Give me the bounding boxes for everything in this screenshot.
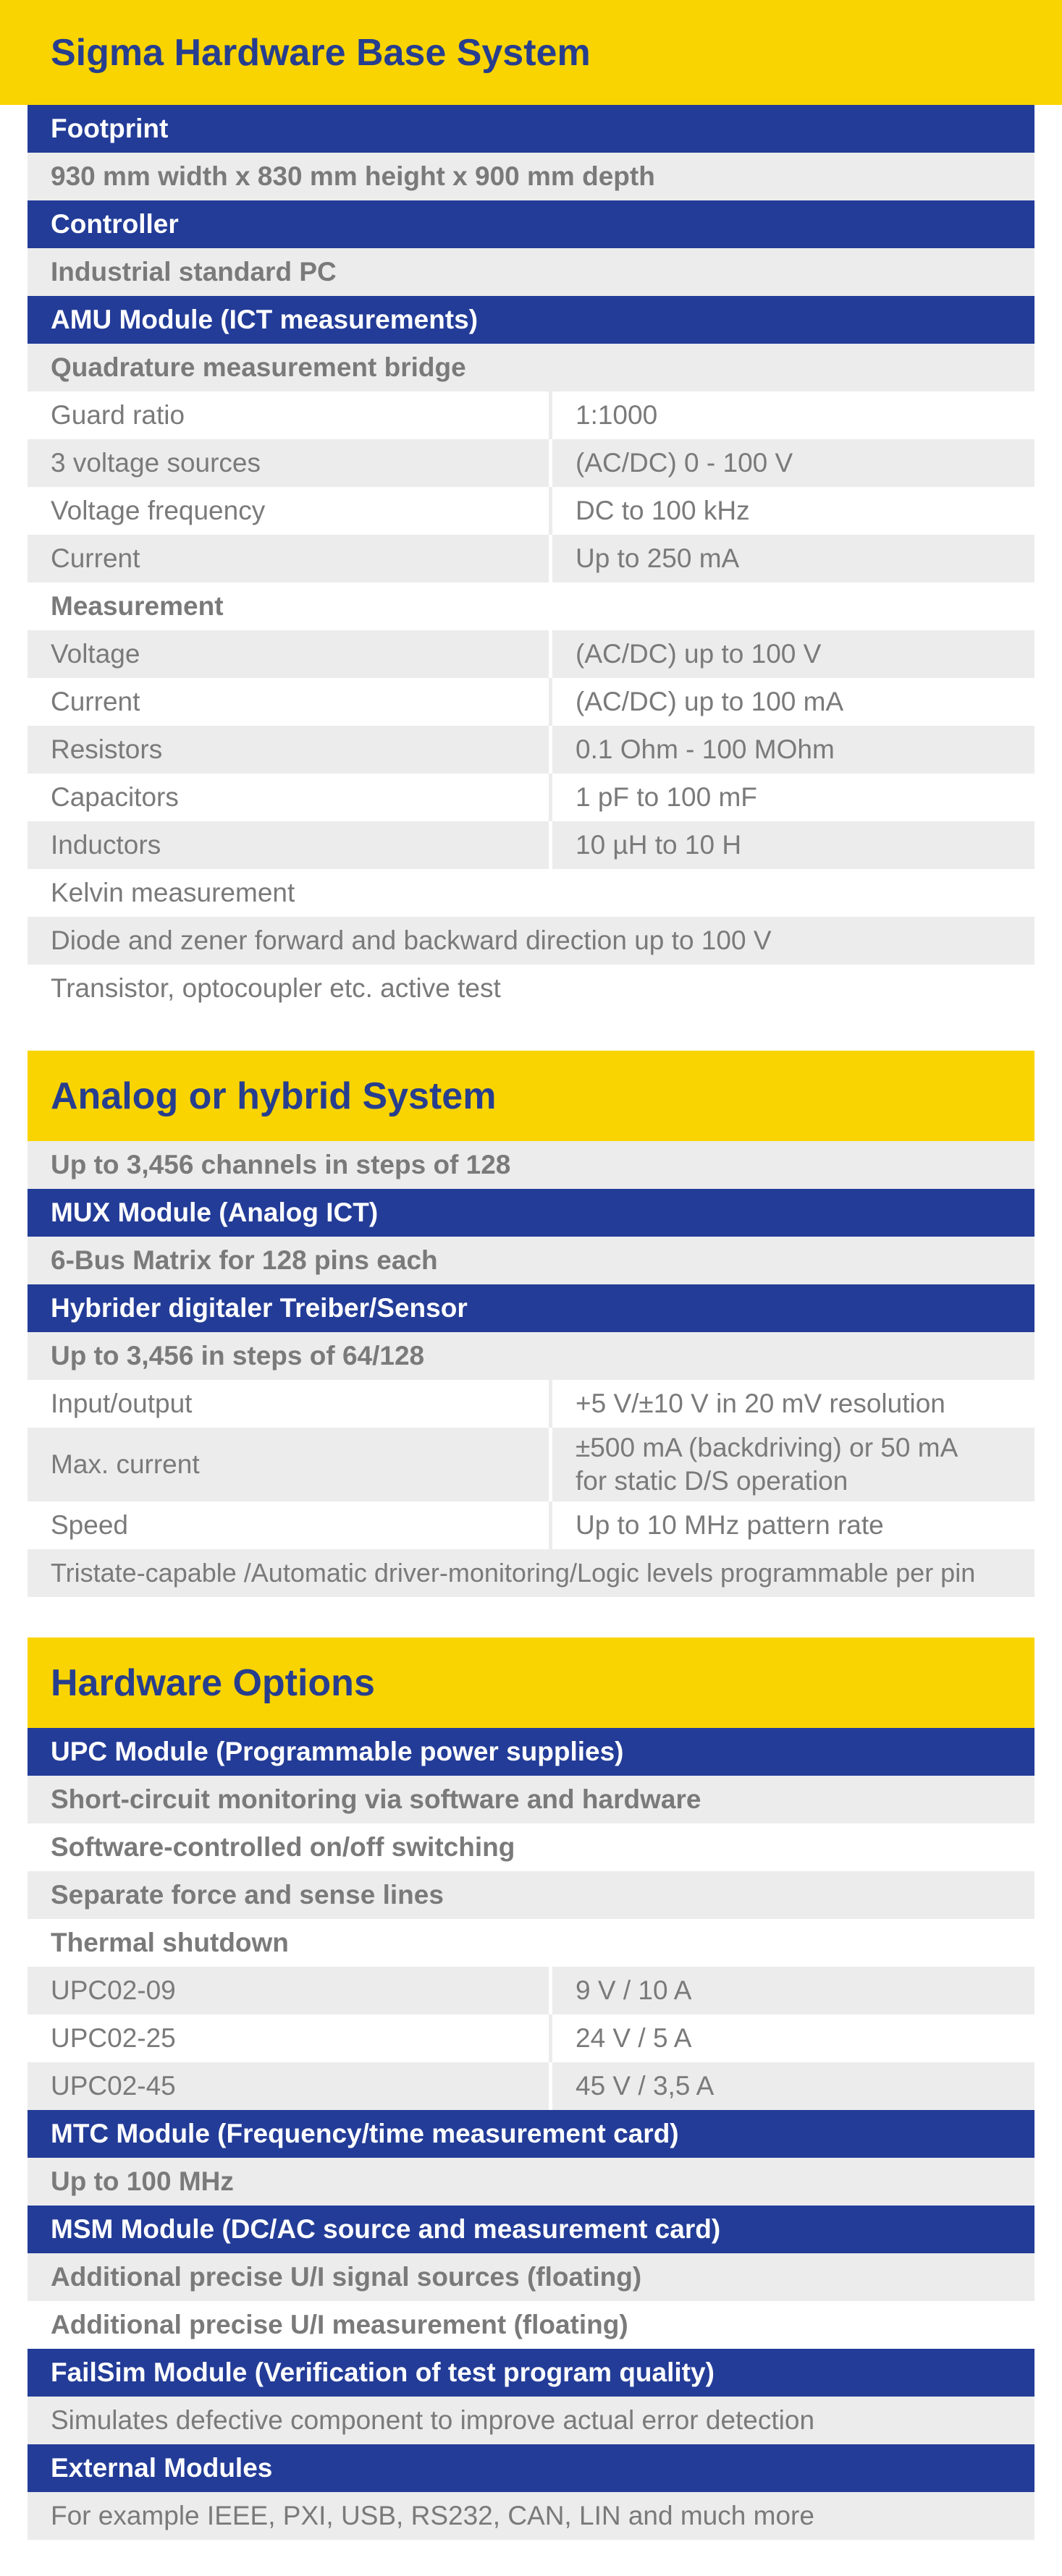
base-system-section <box>28 105 1034 1012</box>
upc-module-header: UPC Module (Programmable power supplies) <box>28 1728 1034 1776</box>
upc-feature: Thermal shutdown <box>28 1919 1034 1967</box>
analog-system-section <box>28 1051 1034 1597</box>
spec-label: Current <box>28 535 549 582</box>
analog-system-title: Analog or hybrid System <box>28 1051 1034 1141</box>
spec-value: (AC/DC) 0 - 100 V <box>549 439 1034 487</box>
failsim-module-header: FailSim Module (Verification of test program quality) <box>28 2349 1034 2397</box>
tristate-row: Tristate-capable /Automatic driver-monitoring/Logic levels programmable per pin <box>28 1549 1034 1597</box>
hybrid-value: Up to 3,456 in steps of 64/128 <box>28 1332 1034 1380</box>
controller-header: Controller <box>28 200 1034 248</box>
spec-row <box>28 391 1034 439</box>
controller-value: Industrial standard PC <box>28 248 1034 296</box>
spec-value-line: ±500 mA (backdriving) or 50 mA <box>576 1432 958 1462</box>
spec-value: 0.1 Ohm - 100 MOhm <box>549 726 1034 774</box>
spec-label: Inductors <box>28 821 549 869</box>
base-system-title: Sigma Hardware Base System <box>51 31 591 74</box>
spec-value: 10 µH to 10 H <box>549 821 1034 869</box>
spec-value: 9 V / 10 A <box>549 1967 1034 2014</box>
spec-value: 24 V / 5 A <box>549 2014 1034 2062</box>
mux-value: 6-Bus Matrix for 128 pins each <box>28 1237 1034 1284</box>
spec-row <box>28 726 1034 774</box>
spec-value: 1 pF to 100 mF <box>549 774 1034 821</box>
upc-feature: Separate force and sense lines <box>28 1871 1034 1919</box>
spec-label: UPC02-45 <box>28 2062 549 2110</box>
channels-row: Up to 3,456 channels in steps of 128 <box>28 1141 1034 1189</box>
spec-row <box>28 1501 1034 1549</box>
measurement-subheader: Measurement <box>28 582 1034 630</box>
spec-value: Up to 250 mA <box>549 535 1034 582</box>
kelvin-row: Kelvin measurement <box>28 869 1034 917</box>
spec-label: Max. current <box>28 1428 549 1501</box>
mtc-module-header: MTC Module (Frequency/time measurement card) <box>28 2110 1034 2158</box>
spec-row <box>28 2062 1034 2110</box>
spec-label: Capacitors <box>28 774 549 821</box>
spec-row <box>28 2014 1034 2062</box>
msm-feature: Additional precise U/I signal sources (floating) <box>28 2253 1034 2301</box>
spec-label: UPC02-09 <box>28 1967 549 2014</box>
mux-module-header: MUX Module (Analog ICT) <box>28 1189 1034 1237</box>
footprint-header: Footprint <box>28 105 1034 153</box>
bridge-subheader: Quadrature measurement bridge <box>28 344 1034 391</box>
spec-value-line: for static D/S operation <box>576 1466 848 1496</box>
msm-feature: Additional precise U/I measurement (floating) <box>28 2301 1034 2349</box>
spec-row <box>28 487 1034 535</box>
spec-label: 3 voltage sources <box>28 439 549 487</box>
spec-value: (AC/DC) up to 100 mA <box>549 678 1034 726</box>
spec-row <box>28 1967 1034 2014</box>
spec-value: (AC/DC) up to 100 V <box>549 630 1034 678</box>
failsim-value: Simulates defective component to improve actual error detection <box>28 2397 1034 2444</box>
spec-row <box>28 439 1034 487</box>
spec-label: Input/output <box>28 1380 549 1428</box>
upc-feature: Short-circuit monitoring via software and hardware <box>28 1776 1034 1823</box>
spec-label: Voltage frequency <box>28 487 549 535</box>
base-system-title-bar <box>0 0 1062 105</box>
spec-value: DC to 100 kHz <box>549 487 1034 535</box>
spec-label: Resistors <box>28 726 549 774</box>
diode-row: Diode and zener forward and backward direction up to 100 V <box>28 917 1034 965</box>
spec-row <box>28 535 1034 582</box>
spec-label: UPC02-25 <box>28 2014 549 2062</box>
external-modules-header: External Modules <box>28 2444 1034 2492</box>
hardware-options-section <box>28 1637 1034 2540</box>
msm-module-header: MSM Module (DC/AC source and measurement card) <box>28 2206 1034 2253</box>
spec-row <box>28 774 1034 821</box>
spec-label: Guard ratio <box>28 391 549 439</box>
footprint-value: 930 mm width x 830 mm height x 900 mm depth <box>28 153 1034 200</box>
spec-row <box>28 630 1034 678</box>
amu-module-header: AMU Module (ICT measurements) <box>28 296 1034 344</box>
external-modules-value: For example IEEE, PXI, USB, RS232, CAN, LIN and much more <box>28 2492 1034 2540</box>
spec-label: Voltage <box>28 630 549 678</box>
spec-value: Up to 10 MHz pattern rate <box>549 1501 1034 1549</box>
spec-value: 1:1000 <box>549 391 1034 439</box>
transistor-row: Transistor, optocoupler etc. active test <box>28 965 1034 1012</box>
hybrid-header: Hybrider digitaler Treiber/Sensor <box>28 1284 1034 1332</box>
spec-value <box>549 1428 1034 1501</box>
spec-value: +5 V/±10 V in 20 mV resolution <box>549 1380 1034 1428</box>
spec-label: Current <box>28 678 549 726</box>
spec-row <box>28 1428 1034 1501</box>
hardware-options-title: Hardware Options <box>28 1637 1034 1728</box>
upc-feature: Software-controlled on/off switching <box>28 1823 1034 1871</box>
spec-row <box>28 1380 1034 1428</box>
spec-value: 45 V / 3,5 A <box>549 2062 1034 2110</box>
spec-label: Speed <box>28 1501 549 1549</box>
mtc-value: Up to 100 MHz <box>28 2158 1034 2206</box>
spec-row <box>28 678 1034 726</box>
spec-row <box>28 821 1034 869</box>
